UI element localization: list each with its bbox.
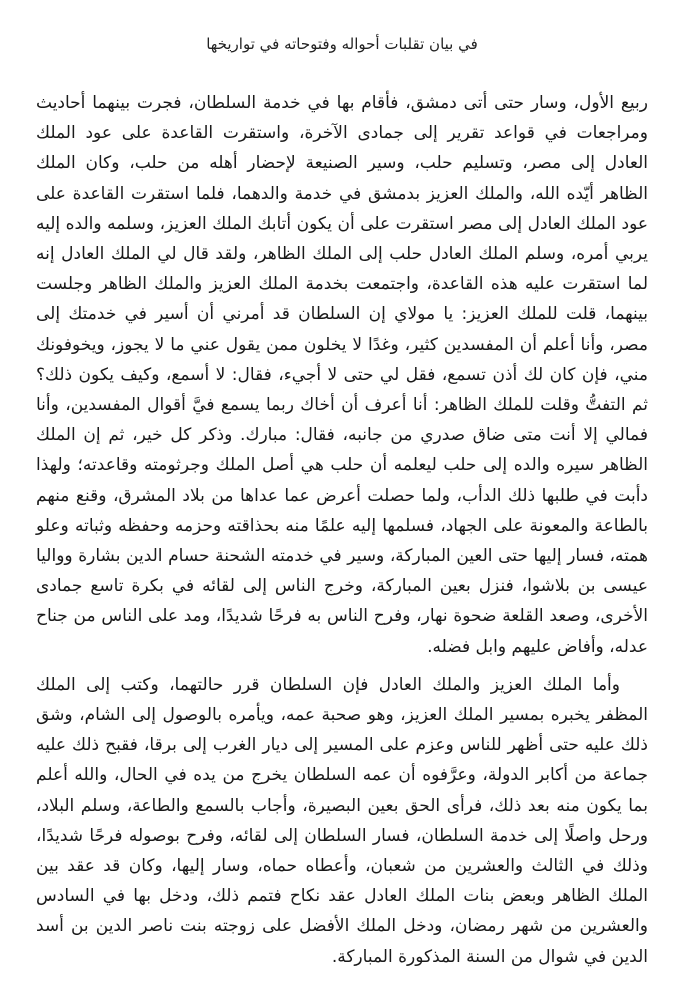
- running-header: في بيان تقلبات أحواله وفتوحاته في تواريخها: [206, 35, 478, 53]
- paragraph-2: وأما الملك العزيز والملك العادل فإن السلطان قرر حالتهما، وكتب إلى الملك المظفر يخبره بمسير الملك العزيز، وهو صحبة عمه، ويأمره بالوصول إلى الشام، وشق ذلك عليه حتى أظهر للناس وعزم على المسير إلى ديار الغرب إلى برقا، فقبح ذلك عليه جماعة من أكابر الدولة، وعرَّفوه أن عمه السلطان يخرج من يده في الحال، والله أعلم بما يكون منه بعد ذلك، فرأى الحق بعين البصيرة، وأجاب بالسمع والطاعة، وسلم البلاد، ورحل واصلًا إلى خدمة السلطان، فسار السلطان إلى لقائه، وفرح بوصوله فرحًا شديدًا، وذلك في الثالث والعشرين من شعبان، وأعطاه حماه، وسار إليها، وكان قد عقد بين الملك الظاهر وبعض بنات الملك العادل عقد نكاح فتمم ذلك، ودخل بها في السادس والعشرين من شهر رمضان، ودخل الملك الأفضل على زوجته بنت ناصر الدين بن أسد الدين في شوال من السنة المذكورة المباركة.: [36, 674, 648, 967]
- paragraph-1: ربيع الأول، وسار حتى أتى دمشق، فأقام بها في خدمة السلطان، فجرت بينهما أحاديث ومراجعات في قواعد تقرير إلى جمادى الآخرة، واستقرت القاعدة على عود الملك العادل إلى مصر، وتسليم حلب، وسير الصنيعة لإحضار أهله من حلب، وكان الملك الظاهر أيّده الله، والملك العزيز بدمشق في خدمة والدهما، فلما استقرت القاعدة على عود الملك العادل إلى مصر استقرت على أن يكون أتابك الملك العزيز، وسلمه والده إليه يربي أمره، وسلم الملك العادل حلب إلى الملك الظاهر، ولقد قال لي الملك العادل إنه لما استقرت عليه هذه القاعدة، واجتمعت بخدمة الملك العزيز والملك الظاهر وجلست بينهما، قلت للملك العزيز: يا مولاي إن السلطان قد أمرني أن أسير في خدمتك إلى مصر، وأنا أعلم أن المفسدين كثير، وغدًا لا يخلون ممن يقول عني ما لا يجوز، ويخوفونك مني، فإن كان لك أذن تسمع، فقل لي حتى لا أجيء، فقال: لا أسمع، وكيف يكون ذلك؟ ثم التفتُّ وقلت للملك الظاهر: أنا أعرف أن أخاك ربما يسمع فيَّ أقوال المفسدين، وأنا فمالي إلا أنت متى ضاق صدري من جانبه، فقال: مبارك. وذكر كل خير، ثم إن الملك الظاهر سيره والده إلى حلب ليعلمه أن حلب هي أصل الملك وجرثومته وقاعدته؛ ولهذا دأبت في طلبها ذلك الدأب، ولما حصلت أعرض عما عداها من بلاد المشرق، وقنع منهم بالطاعة والمعونة على الجهاد، فسلمها إليه علمًا منه بحذاقته وحزمه وحفظه وثباته وعلو همته، فسار إليها حتى العين المباركة، وسير في خدمته الشحنة حسام الدين بشارة وواليا عيسى بن بلاشوا، فنزل بعين المباركة، وخرج الناس إلى لقائه في بكرة تاسع جمادى الأخرى، وصعد القلعة ضحوة نهار، وفرح الناس به فرحًا شديدًا، ومد على الناس من جناح عدله، وأفاض عليهم وابل فضله.: [36, 93, 648, 657]
- body-text: [36, 88, 648, 972]
